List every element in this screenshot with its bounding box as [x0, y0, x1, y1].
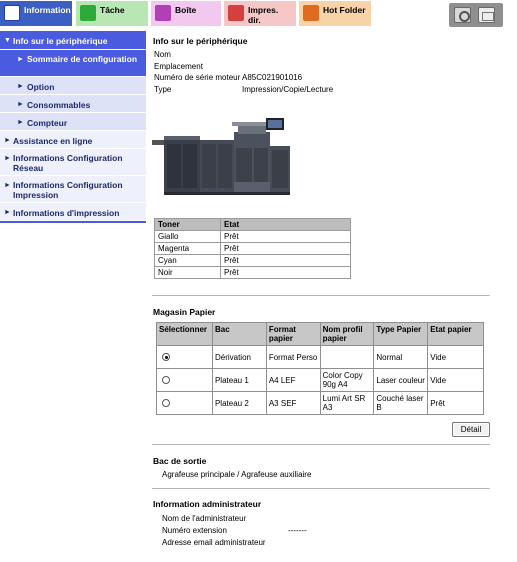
tray-radio-selected[interactable] — [162, 353, 170, 361]
field-label: Numéro de série moteur — [154, 73, 241, 82]
admin-extension-label: Numéro extension — [162, 526, 227, 535]
toner-status: Prêt — [221, 231, 351, 243]
direct-print-icon — [228, 5, 244, 21]
tray-radio[interactable] — [162, 399, 170, 407]
tab-label: Tâche — [100, 5, 125, 15]
sidebar-item-label: Informations d'impression — [13, 208, 120, 218]
info-device-icon — [4, 5, 20, 21]
admin-name-label: Nom de l'administrateur — [162, 514, 247, 523]
section-divider — [152, 488, 490, 489]
sidebar-item-counter[interactable] — [0, 113, 146, 131]
select-cell — [157, 346, 213, 369]
table-header-row — [155, 219, 351, 231]
paper-type: Couché laser B — [374, 392, 428, 415]
sidebar-item-online-help[interactable] — [0, 131, 146, 149]
toner-color: Cyan — [155, 255, 221, 267]
chevron-right-icon: ► — [17, 56, 24, 63]
chevron-right-icon: ► — [4, 182, 11, 189]
tab-label: Impres. dir. — [248, 5, 279, 25]
chevron-down-icon: ▼ — [4, 37, 11, 44]
field-type — [154, 85, 334, 94]
paper-format: A4 LEF — [266, 369, 320, 392]
table-row — [155, 267, 351, 279]
tab-information[interactable] — [0, 1, 72, 26]
sidebar-item-print-config[interactable] — [0, 176, 146, 203]
toner-color: Noir — [155, 267, 221, 279]
paper-format: A3 SEF — [266, 392, 320, 415]
tray-name: Plateau 1 — [212, 369, 266, 392]
field-serial — [154, 73, 303, 82]
sidebar-item-label: Assistance en ligne — [13, 136, 93, 146]
paper-status: Vide — [428, 369, 484, 392]
toner-color: Magenta — [155, 243, 221, 255]
field-value: A85C021901016 — [242, 73, 303, 82]
field-label: Emplacement — [154, 62, 203, 71]
paper-status: Vide — [428, 346, 484, 369]
sidebar-item-network-config[interactable] — [0, 149, 146, 176]
sidebar-item-label: Sommaire de configuration — [27, 54, 138, 64]
column-header: Toner — [155, 219, 221, 231]
paper-type: Normal — [374, 346, 428, 369]
toner-status: Prêt — [221, 267, 351, 279]
field-location — [154, 62, 203, 71]
box-icon — [155, 5, 171, 21]
table-row — [155, 243, 351, 255]
hot-folder-icon — [303, 5, 319, 21]
detail-button[interactable]: Détail — [452, 422, 490, 437]
sidebar-item-device-info[interactable] — [0, 31, 146, 50]
tray-name: Plateau 2 — [212, 392, 266, 415]
toner-table — [154, 218, 351, 279]
tab-label: Boîte — [175, 5, 197, 15]
section-divider — [152, 444, 490, 445]
column-header: Etat papier — [428, 323, 484, 346]
paper-tray-table — [156, 322, 484, 415]
toner-status: Prêt — [221, 255, 351, 267]
paper-format: Format Perso — [266, 346, 320, 369]
field-value: Impression/Copie/Lecture — [242, 85, 334, 94]
select-cell — [157, 369, 213, 392]
paper-profile: Lumi Art SR A3 — [320, 392, 374, 415]
field-label: Type — [154, 85, 172, 94]
chevron-right-icon: ► — [4, 155, 11, 162]
admin-extension-value: ------- — [288, 526, 307, 535]
tab-label: Hot Folder — [323, 5, 366, 15]
toner-status: Prêt — [221, 243, 351, 255]
sidebar-item-label: Info sur le périphérique — [13, 36, 108, 46]
admin-email-label: Adresse email administrateur — [162, 538, 266, 547]
table-row — [157, 392, 484, 415]
table-row — [157, 369, 484, 392]
device-status-icon[interactable] — [454, 7, 471, 23]
paper-profile: Color Copy 90g A4 — [320, 369, 374, 392]
paper-profile — [320, 346, 374, 369]
output-tray-value: Agrafeuse principale / Agrafeuse auxiliaire — [162, 470, 312, 479]
display-icon[interactable] — [478, 7, 495, 23]
tray-radio[interactable] — [162, 376, 170, 384]
section-divider — [152, 295, 490, 296]
sidebar-item-label: Informations Configuration Impression — [13, 180, 123, 200]
table-header-row — [157, 323, 484, 346]
field-label: Nom — [154, 50, 171, 59]
field-name — [154, 50, 171, 59]
tab-hot-folder[interactable] — [299, 1, 371, 26]
tab-boite[interactable] — [151, 1, 221, 26]
top-tab-bar — [0, 0, 517, 29]
column-header: Format papier — [266, 323, 320, 346]
output-tray-title: Bac de sortie — [153, 456, 207, 466]
chevron-right-icon: ► — [17, 101, 24, 108]
sidebar-item-option[interactable] — [0, 77, 146, 95]
device-info-title: Info sur le périphérique — [153, 36, 248, 46]
chevron-right-icon: ► — [4, 209, 11, 216]
sidebar-item-label: Compteur — [27, 118, 68, 128]
table-row — [155, 255, 351, 267]
admin-info-title: Information administrateur — [153, 499, 262, 509]
sidebar-item-config-summary[interactable] — [0, 50, 146, 77]
column-header: Type Papier — [374, 323, 428, 346]
sidebar-item-label: Informations Configuration Réseau — [13, 153, 123, 173]
chevron-right-icon: ► — [17, 83, 24, 90]
sidebar-item-label: Consommables — [27, 100, 91, 110]
column-header: Sélectionner — [157, 323, 213, 346]
chevron-right-icon: ► — [17, 119, 24, 126]
tab-tache[interactable] — [76, 1, 148, 26]
sidebar-item-print-info[interactable] — [0, 203, 146, 221]
chevron-right-icon: ► — [4, 137, 11, 144]
tool-group — [449, 3, 503, 27]
tab-impres-dir[interactable] — [224, 1, 296, 26]
paper-status: Prêt — [428, 392, 484, 415]
table-row — [157, 346, 484, 369]
column-header: Bac — [212, 323, 266, 346]
table-row — [155, 231, 351, 243]
sidebar-item-label: Option — [27, 82, 55, 92]
paper-type: Laser couleur — [374, 369, 428, 392]
paper-tray-title: Magasin Papier — [153, 307, 216, 317]
column-header: Nom profil papier — [320, 323, 374, 346]
printer-illustration — [152, 118, 292, 228]
job-icon — [80, 5, 96, 21]
sidebar — [0, 31, 146, 223]
sidebar-item-consumables[interactable] — [0, 95, 146, 113]
tray-name: Dérivation — [212, 346, 266, 369]
select-cell — [157, 392, 213, 415]
sidebar-divider — [0, 221, 146, 223]
toner-color: Giallo — [155, 231, 221, 243]
tab-label: Information — [24, 5, 71, 15]
column-header: Etat — [221, 219, 351, 231]
